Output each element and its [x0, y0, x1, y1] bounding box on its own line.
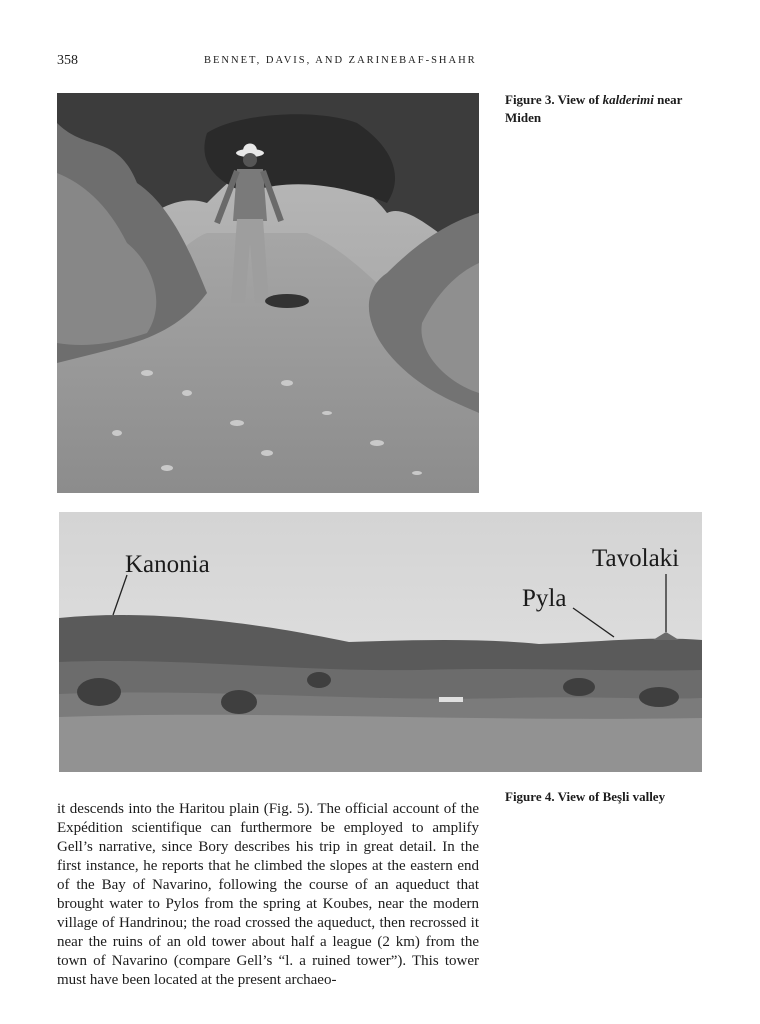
body-paragraph: it descends into the Haritou plain (Fig. 5). The official account of the Expédition scientifique can furthermore be employed to amplify Gell’s narrative, since Bory describes his trip in great detail. In the first instance, he reports that he climbed the slopes at the eastern end of the Bay of Navarino, following the course of an aqueduct that brought water to Pylos from the spring at Koubes, near the modern village of Handrinou; the road crossed the aqueduct, then recrossed it near the ruins of an old tower about half a league (2 km) from the town of Navarino (compare Gell’s “l. a ruined tower”). This tower must have been located at the present archaeo- — [57, 801, 479, 988]
figure-4-caption: Figure 4. View of Beşli valley — [505, 789, 666, 804]
figure-3-caption: Figure 3. View of kalderimi near Miden — [505, 92, 683, 125]
figure-3-photo — [57, 93, 479, 493]
page-number: 358 — [57, 53, 78, 68]
label-kanonia: Kanonia — [125, 551, 210, 578]
label-pyla: Pyla — [522, 585, 567, 612]
figure-4-photo — [59, 512, 702, 772]
label-tavolaki: Tavolaki — [592, 545, 680, 572]
running-head: BENNET, DAVIS, AND ZARINEBAF-SHAHR — [204, 55, 477, 66]
